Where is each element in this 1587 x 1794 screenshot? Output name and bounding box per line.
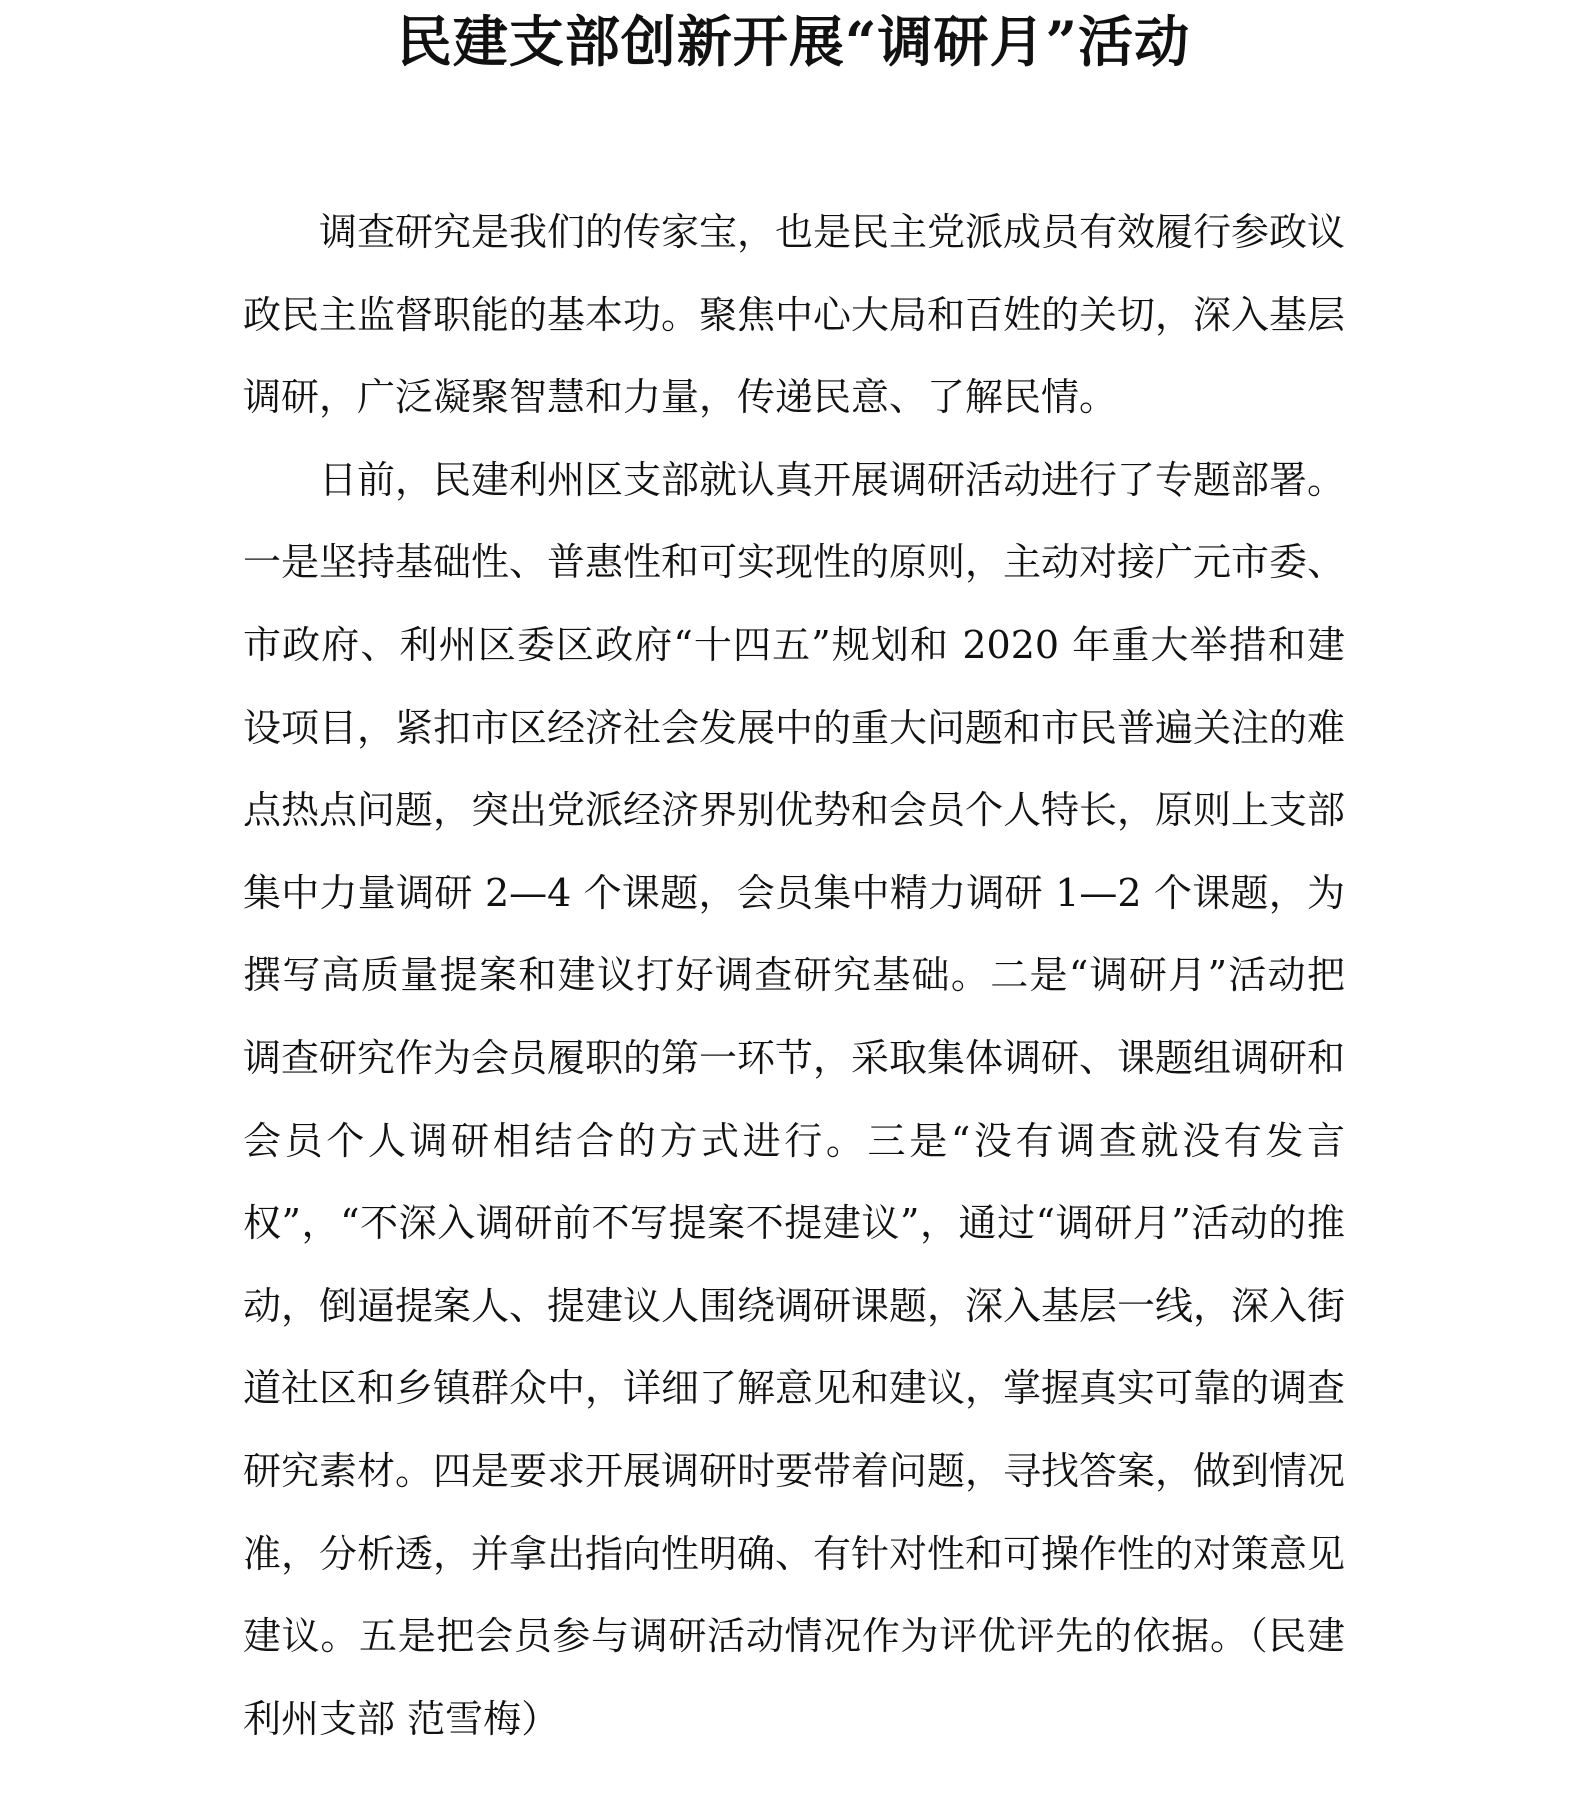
document-title: 民建支部创新开展“调研月”活动 [396, 9, 1191, 74]
document-body [243, 191, 1345, 1760]
paragraph-intro: 调查研究是我们的传家宝，也是民主党派成员有效履行参政议政民主监督职能的基本功。聚焦中心大局和百姓的关切，深入基层调研，广泛凝聚智慧和力量，传递民意、了解民情。 [243, 210, 1346, 420]
paragraph-deployment: 日前，民建利州区支部就认真开展调研活动进行了专题部署。一是坚持基础性、普惠性和可实现性的原则，主动对接广元市委、市政府、利州区委区政府“十四五”规划和 2020 年重大举措和建设项目，紧扣市区经济社会发展中的重大问题和市民普遍关注的难点热点问题，突出党派经济界别优势和会员个人特长，原则上支部集中力量调研 2—4 个课题，会员集中精力调研 1—2 个课题，为撰写高质量提案和建议打好调查研究基础。二是“调研月”活动把调查研究作为会员履职的第一环节，采取集体调研、课题组调研和会员个人调研相结合的方式进行。三是“没有调查就没有发言权”，“不深入调研前不写提案不提建议”，通过“调研月”活动的推动，倒逼提案人、提建议人围绕调研课题，深入基层一线，深入街道社区和乡镇群众中，详细了解意见和建议，掌握真实可靠的调查研究素材。四是要求开展调研时要带着问题，寻找答案，做到情况准，分析透，并拿出指向性明确、有针对性和可操作性的对策意见建议。五是把会员参与调研活动情况作为评优评先的依据。（民建利州支部 范雪梅） [243, 457, 1346, 1741]
